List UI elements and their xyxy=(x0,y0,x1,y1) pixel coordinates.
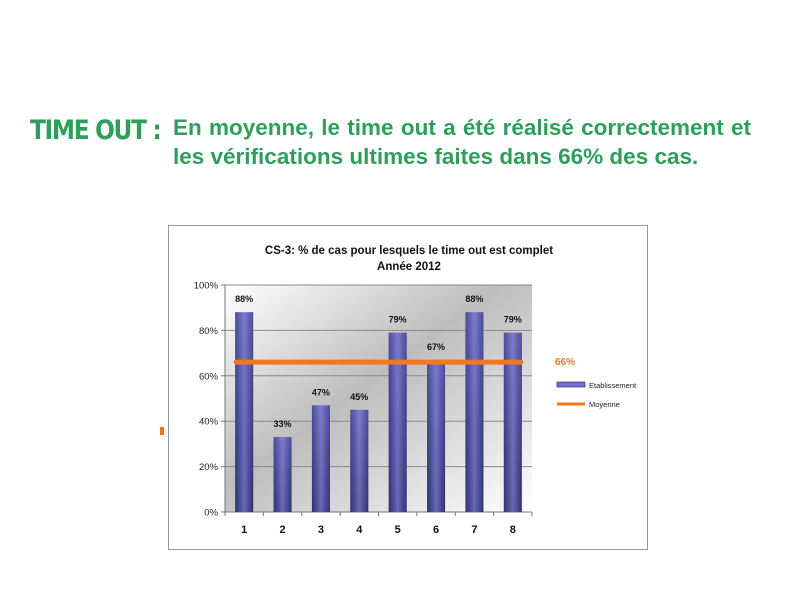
y-tick-label: 0% xyxy=(204,507,218,519)
data-label: 47% xyxy=(311,387,330,398)
x-tick-label: 8 xyxy=(509,524,516,536)
data-label: 79% xyxy=(388,314,407,325)
bar-shade xyxy=(312,405,330,512)
y-axis-ticks xyxy=(194,281,225,519)
data-label: 88% xyxy=(465,294,484,305)
summary-text: En moyenne, le time out a été réalisé correctement et les vérifications ultimes faites dans 66% des cas. xyxy=(173,115,751,169)
x-tick-label: 4 xyxy=(356,524,363,536)
plot-area xyxy=(225,285,532,512)
bar-shade xyxy=(274,437,292,512)
data-label: 67% xyxy=(427,341,446,352)
data-label: 45% xyxy=(350,391,369,402)
time-out-label: TIME OUT : xyxy=(30,115,161,146)
bar-shade xyxy=(465,312,483,512)
y-tick-label: 80% xyxy=(198,325,218,337)
bar-shade xyxy=(350,410,368,512)
data-label: 79% xyxy=(503,314,522,325)
x-tick-label: 5 xyxy=(394,524,401,536)
x-tick-label: 3 xyxy=(317,524,324,536)
orange-marker xyxy=(160,427,164,435)
bar-chart xyxy=(169,226,647,549)
data-label: 88% xyxy=(235,294,254,305)
chart-title: CS-3: % de cas pour lesquels le time out est complet xyxy=(264,245,554,257)
bar-shade xyxy=(389,333,407,512)
legend-label-etablissement: Etablissement xyxy=(589,381,637,390)
chart-subtitle: Année 2012 xyxy=(377,261,441,273)
legend xyxy=(557,381,637,409)
x-tick-label: 1 xyxy=(241,524,248,536)
x-axis-ticks xyxy=(225,512,532,536)
y-tick-label: 40% xyxy=(198,416,218,428)
chart-frame xyxy=(168,225,648,550)
y-tick-label: 20% xyxy=(198,462,218,474)
data-label: 33% xyxy=(273,419,292,430)
x-tick-label: 6 xyxy=(433,524,440,536)
average-label: 66% xyxy=(555,357,576,369)
x-tick-label: 2 xyxy=(279,524,286,536)
bar-shade xyxy=(427,360,445,512)
legend-swatch-etablissement xyxy=(557,382,585,387)
legend-label-moyenne: Moyenne xyxy=(589,400,620,409)
y-tick-label: 100% xyxy=(193,280,218,292)
bar-shade xyxy=(235,312,253,512)
bar-shade xyxy=(504,333,522,512)
y-tick-label: 60% xyxy=(198,371,218,383)
x-tick-label: 7 xyxy=(471,524,478,536)
